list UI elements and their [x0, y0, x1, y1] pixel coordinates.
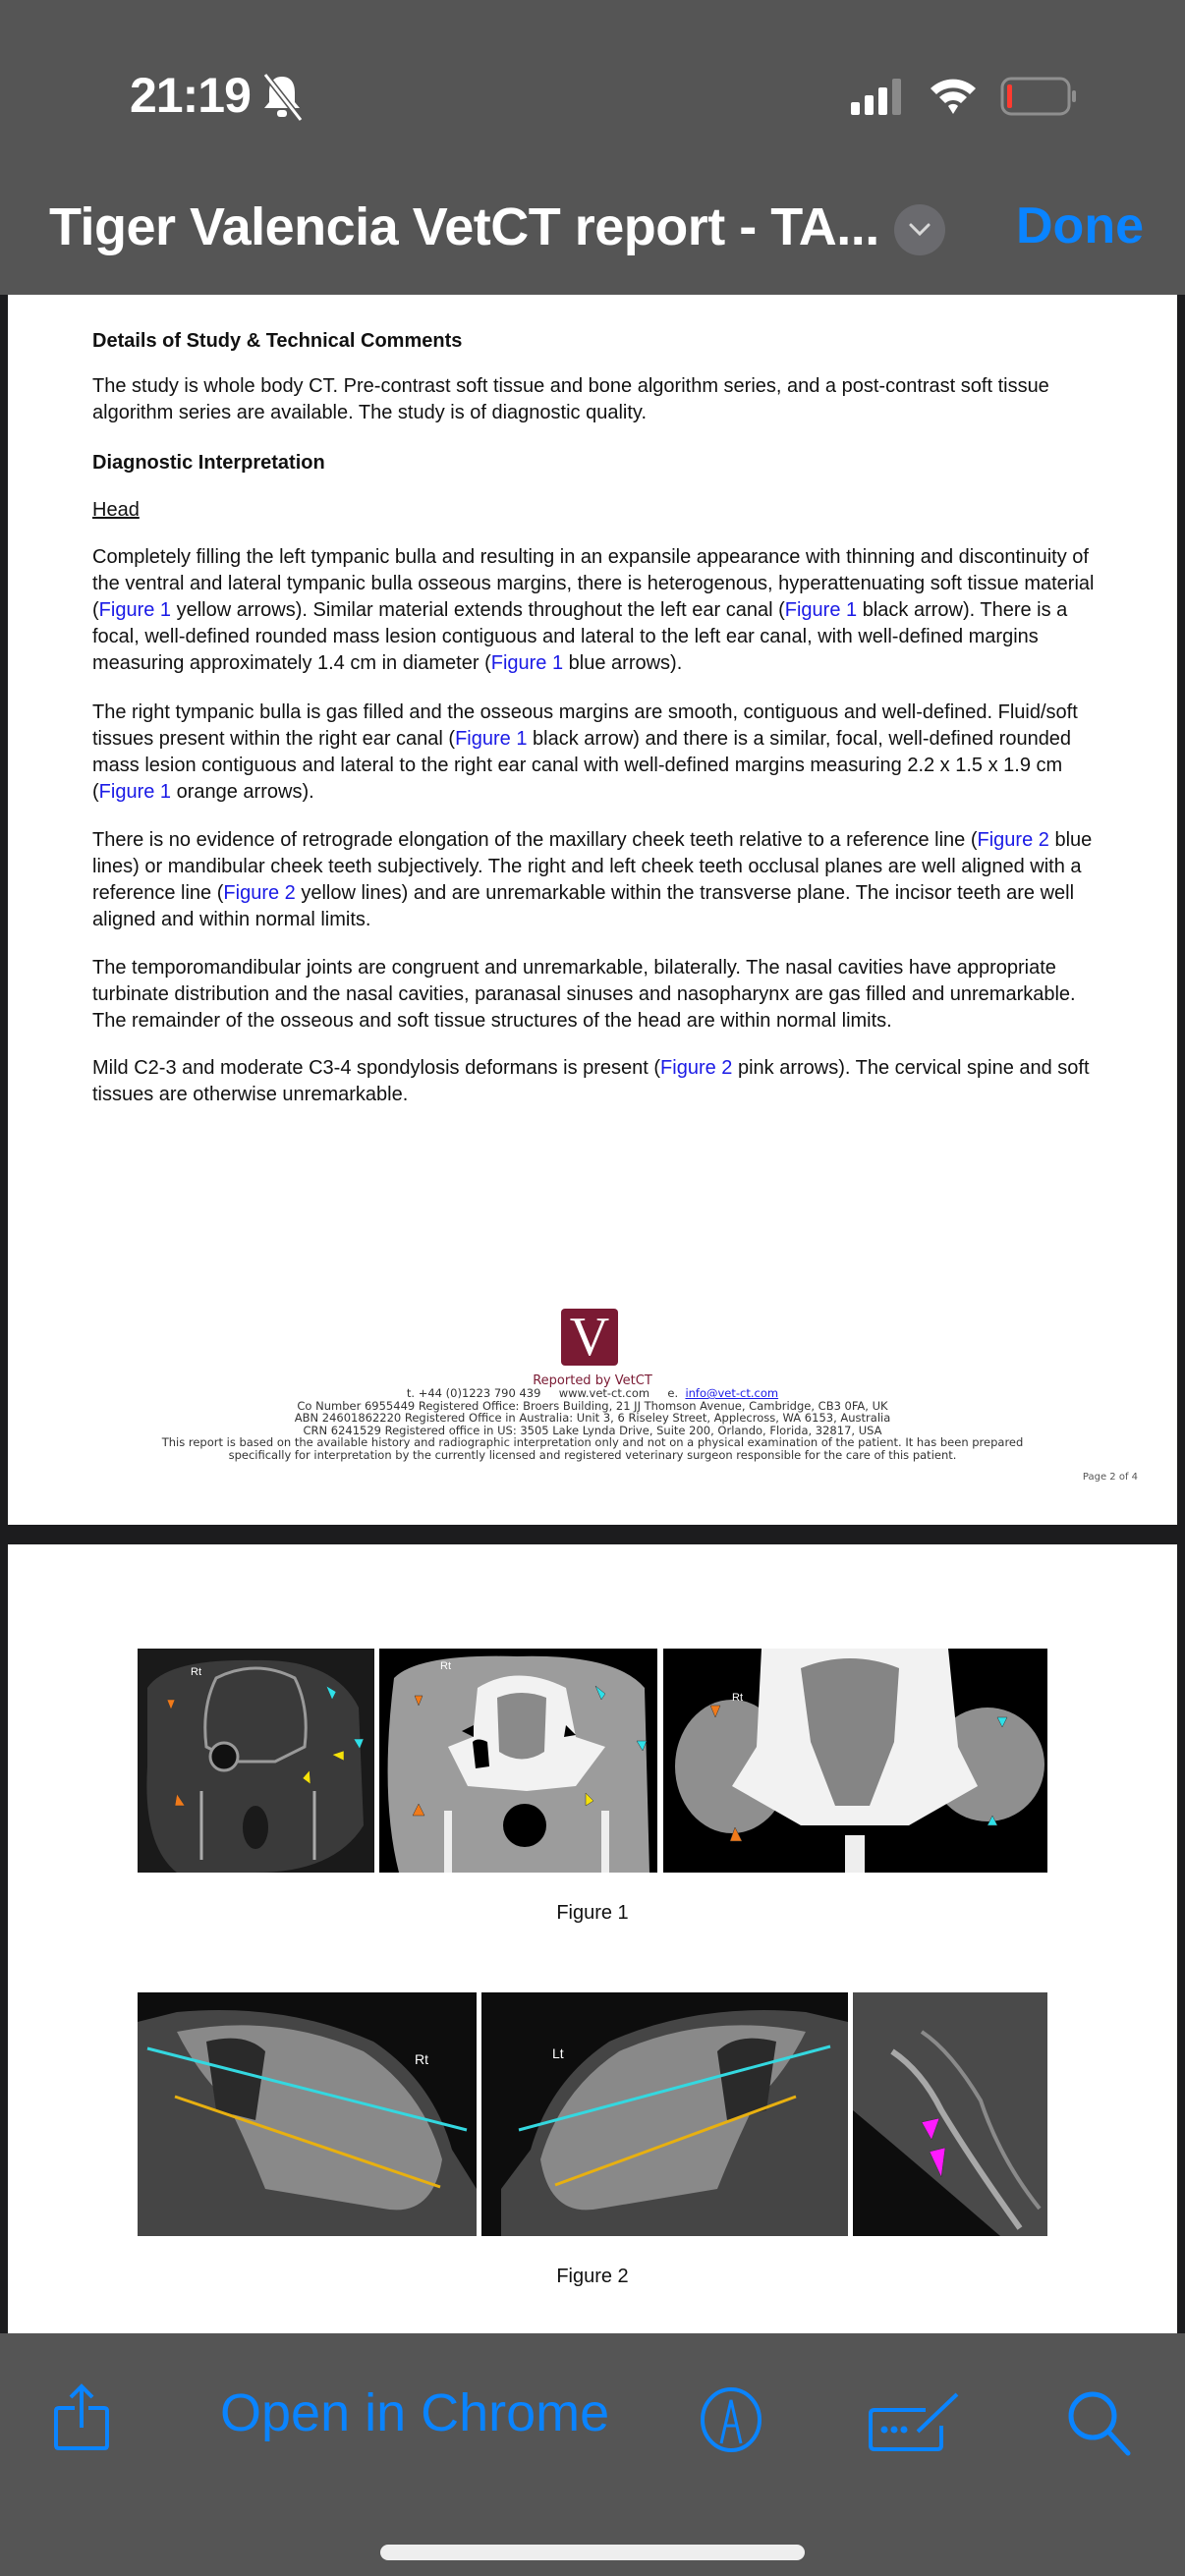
- text: yellow lines) and are unremarkable within the transverse plane. The incisor teeth are well aligned and within normal limits.: [92, 882, 1075, 930]
- figure-link[interactable]: Figure 1: [784, 599, 858, 621]
- registered-office-uk: Co Number 6955449 Registered Office: Broers Building, 21 JJ Thomson Avenue, Cambridge, CB3 0FA, UK: [297, 1398, 888, 1413]
- figure-link[interactable]: Figure 1: [98, 781, 172, 803]
- text: pink arrows). The cervical spine and soft tissues are otherwise unremarkable.: [92, 1057, 1090, 1105]
- chevron-down-icon: [907, 221, 932, 239]
- search-icon[interactable]: [1067, 2390, 1134, 2459]
- bell-slash-icon: [257, 71, 307, 122]
- paragraph-cheek-teeth: [92, 827, 1095, 933]
- interpretation-heading: Diagnostic Interpretation: [92, 452, 325, 474]
- wifi-icon: [928, 75, 979, 116]
- phone: t. +44 (0)1223 790 439: [406, 1386, 541, 1400]
- text: yellow arrows). Similar material extends throughout the left ear canal (: [171, 599, 785, 621]
- battery-low-icon: [1000, 77, 1079, 116]
- figure-link[interactable]: Figure 2: [977, 829, 1049, 851]
- ct-side-label: Rt: [732, 1692, 743, 1704]
- done-button[interactable]: Done: [1016, 197, 1144, 254]
- home-indicator[interactable]: [380, 2545, 805, 2560]
- figure-2-caption: Figure 2: [556, 2266, 629, 2287]
- figure1-ct-image-bone: [138, 1649, 374, 1873]
- disclaimer-line: specifically for interpretation by the currently licensed and registered veterinary surgeon responsible for the care of this patient.: [228, 1447, 957, 1462]
- figure-link[interactable]: Figure 1: [490, 652, 564, 674]
- bottom-toolbar: [0, 2333, 1185, 2576]
- section-heading: Details of Study & Technical Comments: [92, 330, 463, 352]
- email-link[interactable]: info@vet-ct.com: [685, 1386, 779, 1400]
- cellular-signal-icon: [849, 77, 908, 116]
- open-in-chrome-button[interactable]: Open in Chrome: [220, 2383, 610, 2442]
- ct-side-label: Rt: [415, 2051, 428, 2067]
- pdf-viewer[interactable]: [0, 295, 1185, 2333]
- study-paragraph: The study is whole body CT. Pre-contrast soft tissue and bone algorithm series, and a post-contrast soft tissue algorithm series are available. The study is of diagnostic quality.: [92, 375, 1049, 423]
- reported-by: Reported by VetCT: [533, 1373, 652, 1388]
- signature-icon[interactable]: [871, 2394, 957, 2449]
- text: black arrow). There is a focal, well-defined rounded mass lesion contiguous and lateral to the left ear canal, with well-defined margins measuring approximately 1.4 cm in diameter (: [92, 599, 1068, 674]
- text: orange arrows).: [171, 781, 314, 803]
- figure1-ct-image-soft-tissue: [379, 1649, 657, 1873]
- text: The temporomandibular joints are congruent and unremarkable, bilaterally. The nasal cavities have appropriate turbinate distribution and the nasal cavities, paranasal sinuses and nasopharynx are gas filled and unremarkable. The remainder of the osseous and soft tissue structures of the head are within normal limits.: [92, 957, 1076, 1032]
- text: blue arrows).: [563, 652, 683, 674]
- figure-link[interactable]: Figure 1: [98, 599, 172, 621]
- text: blue lines) or mandibular cheek teeth subjectively. The right and left cheek teeth occlusal planes are well aligned with a reference line (: [92, 829, 1093, 904]
- page-number: Page 2 of 4: [1082, 1472, 1138, 1483]
- vetct-logo: V: [561, 1309, 618, 1366]
- footer-contact: [8, 1387, 1177, 1461]
- text: Completely filling the left tympanic bulla and resulting in an expansile appearance with thinning and discontinuity of the ventral and lateral tympanic bulla osseous margins, there is heterogenous, hyperattenuating soft tissue material (: [92, 546, 1095, 621]
- figure-link[interactable]: Figure 2: [660, 1057, 733, 1079]
- ct-side-label: Lt: [552, 2045, 564, 2061]
- pdf-page: [8, 1544, 1177, 2333]
- top-bar: [0, 0, 1185, 295]
- text: black arrow) and there is a similar, focal, well-defined rounded mass lesion contiguous and lateral to the right ear canal with well-defined margins measuring 2.2 x 1.5 x 1.9 cm (: [92, 728, 1072, 803]
- text: Mild C2-3 and moderate C3-4 spondylosis deformans is present (: [92, 1057, 661, 1079]
- text: There is no evidence of retrograde elongation of the maxillary cheek teeth relative to a reference line (: [92, 829, 978, 851]
- registered-office-us: CRN 6241529 Registered office in US: 3505 Lake Lynda Drive, Suite 200, Orlando, Florida, 32817, USA: [303, 1423, 882, 1437]
- disclaimer-line: This report is based on the available history and radiographic interpretation only and not on a physical examination of the patient. It has been prepared: [161, 1435, 1024, 1449]
- document-title: Tiger Valencia VetCT report - TA...: [49, 197, 879, 256]
- ct-side-label: Rt: [191, 1666, 201, 1678]
- figure2-ct-cervical-spine: [853, 1992, 1047, 2236]
- figure-link[interactable]: Figure 1: [455, 728, 528, 750]
- subheading-head: Head: [92, 499, 140, 521]
- contact-line: [8, 1387, 1177, 1400]
- text: The right tympanic bulla is gas filled and the osseous margins are smooth, contiguous and well-defined. Fluid/soft tissues present within the right ear canal (: [92, 701, 1078, 750]
- title-menu-button[interactable]: [894, 204, 945, 255]
- figure1-ct-image-bulla: [663, 1649, 1047, 1873]
- figure-link[interactable]: Figure 2: [223, 882, 296, 904]
- paragraph-tmj: [92, 955, 1095, 1035]
- paragraph-spine: [92, 1055, 1095, 1108]
- paragraph-right-bulla: [92, 700, 1095, 806]
- pdf-page: [8, 295, 1177, 1525]
- email-prefix: e.: [667, 1386, 679, 1400]
- registered-office-au: ABN 24601862220 Registered Office in Australia: Unit 3, 6 Riseley Street, Applecross, WA 6153, Australia: [294, 1411, 891, 1425]
- ct-side-label: Rt: [440, 1660, 451, 1672]
- status-time: 21:19: [130, 68, 251, 123]
- share-icon[interactable]: [53, 2382, 112, 2451]
- paragraph-left-bulla: [92, 544, 1095, 677]
- figure2-ct-skull-right: [138, 1992, 477, 2236]
- figure2-ct-skull-left: [481, 1992, 848, 2236]
- website: www.vet-ct.com: [558, 1386, 650, 1400]
- markup-pen-icon[interactable]: [700, 2386, 762, 2453]
- figure-1-caption: Figure 1: [556, 1902, 629, 1924]
